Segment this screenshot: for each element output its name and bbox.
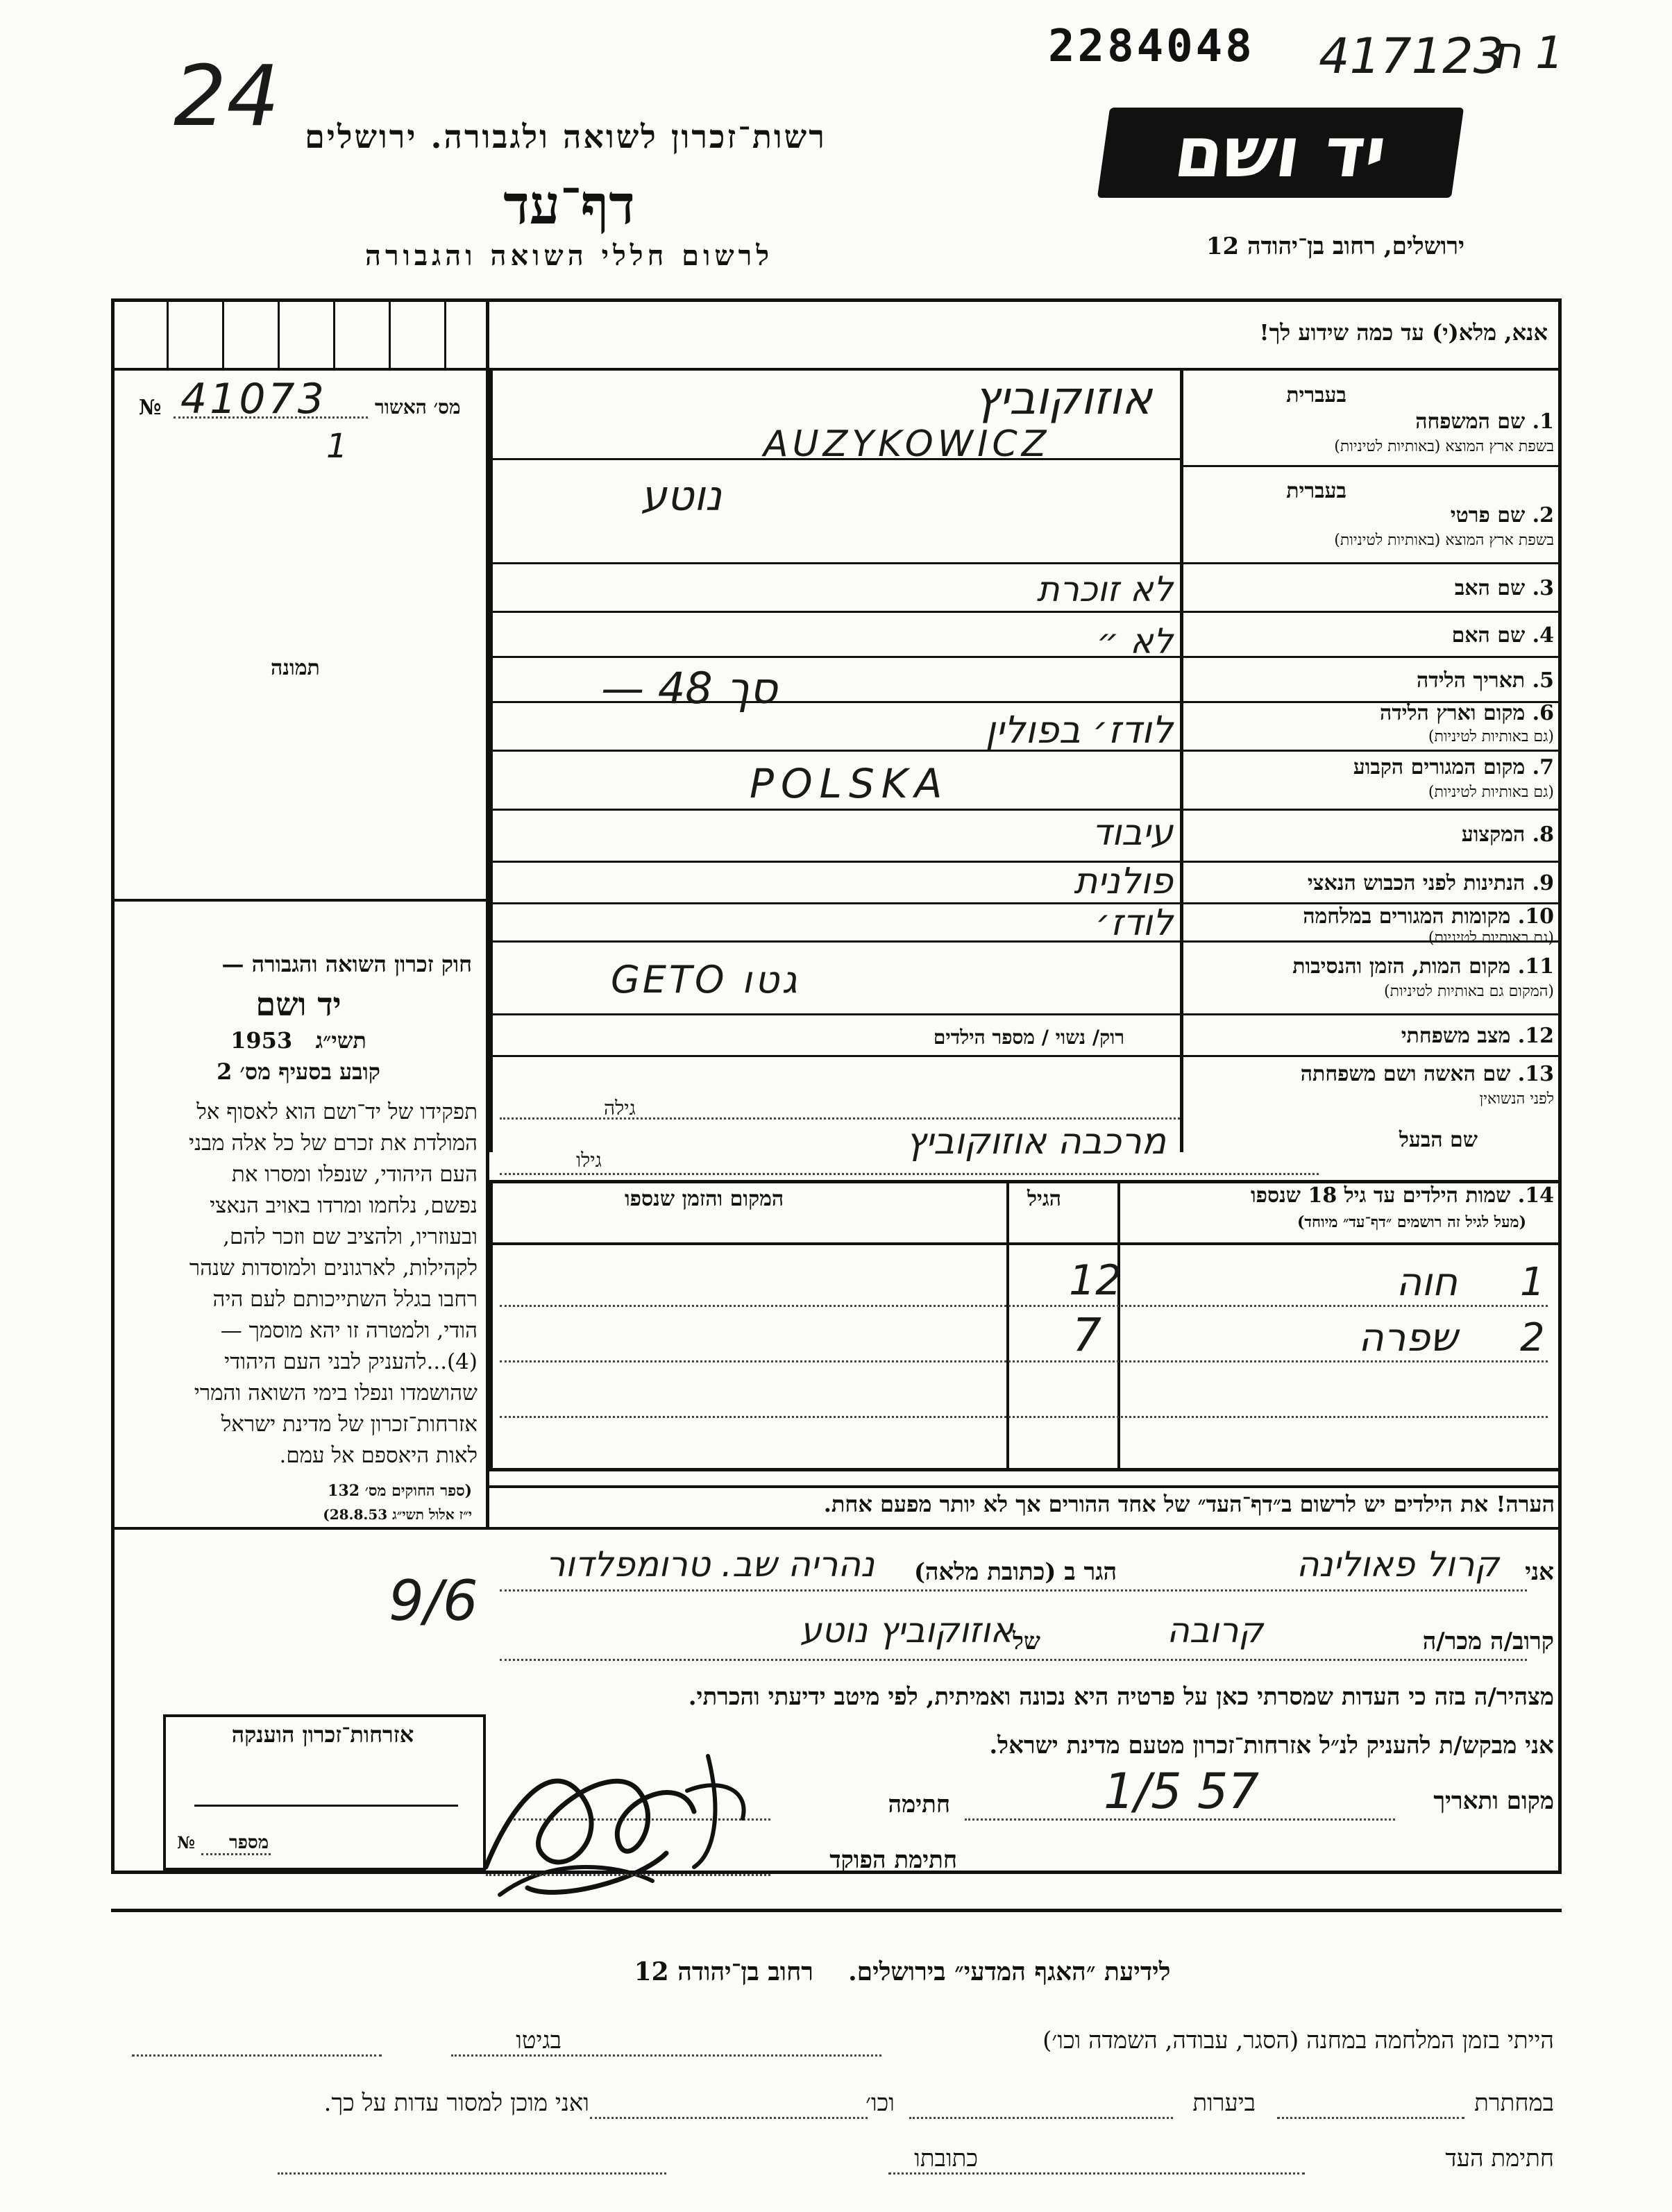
archive-stamp-number: 2284048 bbox=[1048, 21, 1255, 72]
law-line: לאות היאספם אל עמם. bbox=[279, 1443, 478, 1468]
witness-line-2 bbox=[500, 1659, 1527, 1661]
grid-cell bbox=[222, 298, 224, 368]
row-line bbox=[489, 809, 1562, 811]
value-birthplace: לודז׳ בפולין bbox=[985, 708, 1173, 752]
law-reference-date: י״ז אלול תשי״ג 28.8.53) bbox=[323, 1506, 472, 1523]
footer-address-blank bbox=[278, 2172, 666, 2175]
handwritten-page-number: 24 bbox=[174, 49, 280, 145]
law-year-number: 1953 bbox=[230, 1027, 293, 1054]
field-label-war-residence: 10. מקומות המגורים במלחמה bbox=[1303, 904, 1554, 929]
age-label-female: גילה bbox=[604, 1097, 636, 1120]
field-sub-war-residence: (גם באותיות לטיניות) bbox=[1428, 929, 1554, 947]
wife-line bbox=[500, 1117, 1180, 1120]
law-line: המולדת את זכרם של כל אלה מבני bbox=[188, 1131, 478, 1156]
witness-request: אני מבקש/ת להעניק לנ״ל אזרחות־זכרון מטעם מדינת ישראל. bbox=[989, 1732, 1554, 1759]
law-line: (4)...להעניק לבני העם היהודי bbox=[224, 1349, 478, 1374]
row-line bbox=[489, 1055, 1562, 1057]
witness-of-label: של bbox=[1013, 1628, 1040, 1655]
approval-number: 41073 bbox=[180, 375, 327, 423]
law-line: הודי, ולמטרה זו יהא מוסמך — bbox=[220, 1318, 478, 1343]
note-text: הערה! את הילדים יש לרשום ב״דף־העד״ של אחד ההורים אך לא יותר מפעם אחת. bbox=[823, 1491, 1555, 1517]
footer-ghetto-blank bbox=[132, 2054, 382, 2057]
photo-box-bottom bbox=[111, 899, 489, 902]
footer-forests-blank bbox=[909, 2117, 1173, 2119]
footer-title-text: לידיעת ״האגף המדעי״ בירושלים. bbox=[848, 1957, 1171, 1986]
footer-title bbox=[555, 1957, 1249, 1986]
place-date-label: מקום ותאריך bbox=[1433, 1787, 1554, 1815]
children-col-age-left bbox=[1006, 1180, 1009, 1471]
value-profession: עיבוד bbox=[1092, 812, 1173, 854]
header-address: ירושלים, רחוב בן־יהודה 12 bbox=[1206, 233, 1464, 260]
value-birthdate: סך 48 — bbox=[601, 663, 777, 714]
field-label-birthplace: 6. מקום וארץ הלידה bbox=[1379, 701, 1554, 725]
field-label-birthdate: 5. תאריך הלידה bbox=[1417, 668, 1554, 693]
archive-ref-extra: 1 ח bbox=[1492, 28, 1564, 79]
value-citizenship: פולנית bbox=[1074, 861, 1173, 902]
date-value: 1/5 57 bbox=[1104, 1763, 1259, 1820]
signature-label: חתימה bbox=[888, 1791, 950, 1818]
witness-address: נהריה שב. טרומפלדור bbox=[546, 1544, 875, 1585]
citizenship-no-sign: № bbox=[177, 1832, 196, 1852]
archive-ref-number: 417123 bbox=[1319, 28, 1505, 85]
field-label-first-name: 2. שם פרטי bbox=[1450, 503, 1554, 527]
footer-etc-label: וכו׳ bbox=[865, 2089, 895, 2117]
witness-lives-label: הגר ב (כתובת מלאה) bbox=[913, 1558, 1117, 1586]
child-row-line bbox=[500, 1360, 1548, 1362]
value-first-name: נוטע bbox=[641, 472, 722, 521]
child-2-name: שפרה bbox=[1358, 1315, 1458, 1360]
witness-line-1 bbox=[500, 1589, 1527, 1592]
field-label-marital: 12. מצב משפחתי bbox=[1401, 1024, 1554, 1048]
value-death-place: GETO גטו bbox=[611, 958, 800, 1002]
left-column-bottom bbox=[111, 1527, 489, 1530]
law-line: שהושמדו ונפלו בימי השואה והמרי bbox=[194, 1381, 478, 1405]
margin-note: 9/6 bbox=[389, 1569, 478, 1633]
law-title: חוק זכרון השואה והגבורה — bbox=[221, 951, 472, 977]
law-line: תפקידו של יד־ושם הוא לאסוף אל bbox=[196, 1099, 478, 1124]
field-sub-death: (המקום גם באותיות לטיניות) bbox=[1384, 983, 1554, 1000]
law-line: העם היהודי, שנפלו ומסרו את bbox=[231, 1162, 478, 1187]
row-line bbox=[489, 1013, 1562, 1015]
law-clause: קובע בסעיף מס׳ 2 bbox=[217, 1058, 380, 1085]
field-sub-residence: (גם באותיות לטיניות) bbox=[1428, 784, 1554, 801]
law-line: רחבו בגלל השתייכותם לעם היה bbox=[212, 1287, 478, 1312]
note-bottom bbox=[489, 1527, 1562, 1530]
law-line: ובעוזריו, ולהציב שם וזכר להם, bbox=[223, 1224, 478, 1249]
age-label-male: גילו bbox=[576, 1149, 602, 1172]
value-father: לא זוכרת bbox=[1036, 569, 1173, 609]
row-line bbox=[489, 611, 1562, 613]
field-label-death: 11. מקום המות, הזמן והנסיבות bbox=[1292, 954, 1554, 979]
children-col-age-right bbox=[1117, 1180, 1120, 1471]
footer-divider bbox=[111, 1909, 1562, 1912]
approval-label: מס׳ האשור bbox=[375, 396, 461, 419]
children-col-age: הגיל bbox=[1027, 1187, 1062, 1211]
footer-etc-blank bbox=[590, 2117, 868, 2119]
value-family-name: אוזוקוביץ bbox=[974, 371, 1152, 425]
law-line: אזרחות־זכרון של מדינת ישראל bbox=[221, 1412, 478, 1437]
footer-line-1-label: הייתי בזמן המלחמה במחנה (הסגר, עבודה, השמדה וכו׳) bbox=[1042, 2027, 1554, 2054]
value-column-left bbox=[489, 368, 493, 1152]
approval-no-sign: № bbox=[139, 396, 162, 420]
note-divider bbox=[489, 1485, 1562, 1488]
witness-name: קרול פאולינה bbox=[1296, 1544, 1499, 1585]
footer-witness-sig-label: חתימת העד bbox=[1445, 2145, 1554, 2172]
officer-signature-line bbox=[486, 1874, 770, 1876]
witness-relation-label: קרוב/ה מכר/ה bbox=[1422, 1628, 1554, 1655]
instruction-divider bbox=[486, 368, 1562, 371]
hebrew-tag-1: בעברית bbox=[1286, 383, 1346, 407]
child-row-line bbox=[500, 1416, 1548, 1418]
authority-name: רשות־זכרון לשואה ולגבורה. ירושלים bbox=[305, 118, 827, 155]
law-reference: (ספר החוקים מס׳ 132 bbox=[328, 1482, 472, 1500]
husband-line bbox=[500, 1173, 1319, 1175]
instruction: אנא, מלא(י) עד כמה שידוע לך! bbox=[1259, 319, 1548, 346]
footer-ghetto-label: בגיטו bbox=[516, 2027, 561, 2054]
field-label-mother: 4. שם האם bbox=[1451, 623, 1554, 648]
footer-underground-label: במחתרת bbox=[1474, 2089, 1554, 2117]
child-1-number: 1 bbox=[1520, 1260, 1545, 1305]
yad-vashem-logo bbox=[1097, 108, 1464, 198]
footer-forests-label: ביערות bbox=[1192, 2089, 1256, 2117]
citizenship-box-title: אזרחות־זכרון הוענקה bbox=[231, 1721, 414, 1748]
grid-cell bbox=[278, 298, 280, 368]
citizenship-box-line bbox=[194, 1805, 458, 1807]
value-mother: לא ״ bbox=[1097, 621, 1173, 661]
hebrew-tag-2: בעברית bbox=[1286, 479, 1346, 503]
value-wife: מרכבה אוזוקוביץ bbox=[906, 1121, 1166, 1163]
footer-line-1-blank bbox=[451, 2054, 881, 2057]
field-label-profession: 8. המקצוע bbox=[1461, 822, 1554, 847]
children-header: 14. שמות הילדים עד גיל 18 שנספו bbox=[1250, 1183, 1554, 1208]
children-subheader: (מעל לגיל זה רושמים ״דף־עד״ מיוחד) bbox=[1297, 1213, 1526, 1231]
children-col-place: המקום והזמן שנספו bbox=[625, 1187, 784, 1211]
logo-text: יד ושם bbox=[1169, 112, 1392, 193]
law-text bbox=[124, 1097, 478, 1471]
witness-i-label: אני bbox=[1525, 1558, 1554, 1586]
law-year-hebrew: תשי״ג bbox=[315, 1027, 366, 1054]
field-label-residence: 7. מקום המגורים הקבוע bbox=[1353, 755, 1554, 779]
label-column-divider bbox=[1180, 368, 1183, 1152]
field-sub-family-name: בשפת ארץ המוצא (באותיות לטיניות) bbox=[1334, 438, 1554, 455]
field-sub-wife: לפני הנשואין bbox=[1479, 1090, 1554, 1108]
grid-cell bbox=[444, 298, 446, 368]
children-header-line bbox=[489, 1242, 1562, 1245]
citizenship-number-line bbox=[201, 1853, 271, 1855]
field-label-father: 3. שם האב bbox=[1454, 576, 1554, 600]
footer-ready-text: ואני מוכן למסור עדות על כך. bbox=[323, 2089, 589, 2117]
field-label-wife: 13. שם האשה ושם משפחתה bbox=[1300, 1062, 1554, 1086]
witness-signature bbox=[458, 1714, 791, 1909]
child-2-number: 2 bbox=[1520, 1315, 1545, 1360]
left-top-grid-line bbox=[111, 368, 489, 371]
citizenship-number-label: מספר bbox=[229, 1832, 269, 1853]
footer-address-label: כתובתו bbox=[914, 2145, 978, 2172]
footer-address: רחוב בן־יהודה 12 bbox=[634, 1957, 813, 1986]
law-line: נפשם, נלחמו ומרדו באויב הנאצי bbox=[210, 1193, 478, 1218]
row-line bbox=[489, 562, 1562, 564]
officer-signature-label: חתימת הפוקד bbox=[829, 1846, 957, 1874]
value-residence: POLSKA bbox=[750, 760, 949, 807]
row-line bbox=[1180, 465, 1562, 467]
grid-cell bbox=[389, 298, 391, 368]
husband-label: שם הבעל bbox=[1399, 1128, 1478, 1152]
value-war-residence: לודז׳ bbox=[1095, 902, 1173, 944]
field-label-citizenship: 9. הנתינות לפני הכבוש הנאצי bbox=[1307, 871, 1554, 895]
field-sub-birthplace: (גם באותיות לטיניות) bbox=[1428, 728, 1554, 745]
child-1-name: חוה bbox=[1396, 1260, 1458, 1305]
law-year bbox=[125, 1027, 472, 1054]
witness-relation: קרובה bbox=[1167, 1610, 1263, 1650]
form-subtitle: לרשום חללי השואה והגבורה bbox=[364, 239, 774, 272]
witness-declaration: מצהיר/ה בזה כי העדות שמסרתי כאן על פרטיה היא נכונה ואמיתית, לפי מיטב ידיעתי והכרתי. bbox=[688, 1683, 1554, 1711]
law-name: יד ושם bbox=[255, 986, 341, 1023]
marital-options: רוק/ נשוי / מספר הילדים bbox=[933, 1026, 1124, 1049]
child-2-age: 7 bbox=[1072, 1308, 1101, 1362]
field-label-family-name: 1. שם המשפחה bbox=[1415, 410, 1554, 434]
footer-witness-sig-blank bbox=[888, 2172, 1305, 2175]
grid-cell bbox=[333, 298, 335, 368]
law-line: לקהילות, לארגונים ולמוסדות שנהר bbox=[189, 1256, 478, 1281]
grid-cell bbox=[167, 298, 169, 368]
form-title: דף־עד bbox=[503, 174, 635, 237]
value-family-name-latin: AUZYKOWICZ bbox=[763, 423, 1051, 465]
photo-label: תמונה bbox=[271, 656, 320, 680]
field-sub-first-name: בשפת ארץ המוצא (באותיות לטיניות) bbox=[1334, 532, 1554, 549]
approval-suffix: 1 bbox=[326, 427, 348, 466]
footer-underground-blank bbox=[1277, 2117, 1464, 2119]
child-1-age: 12 bbox=[1069, 1256, 1122, 1305]
child-row-line bbox=[500, 1305, 1548, 1307]
witness-of-name: אוזוקוביץ נוטע bbox=[800, 1610, 1013, 1650]
